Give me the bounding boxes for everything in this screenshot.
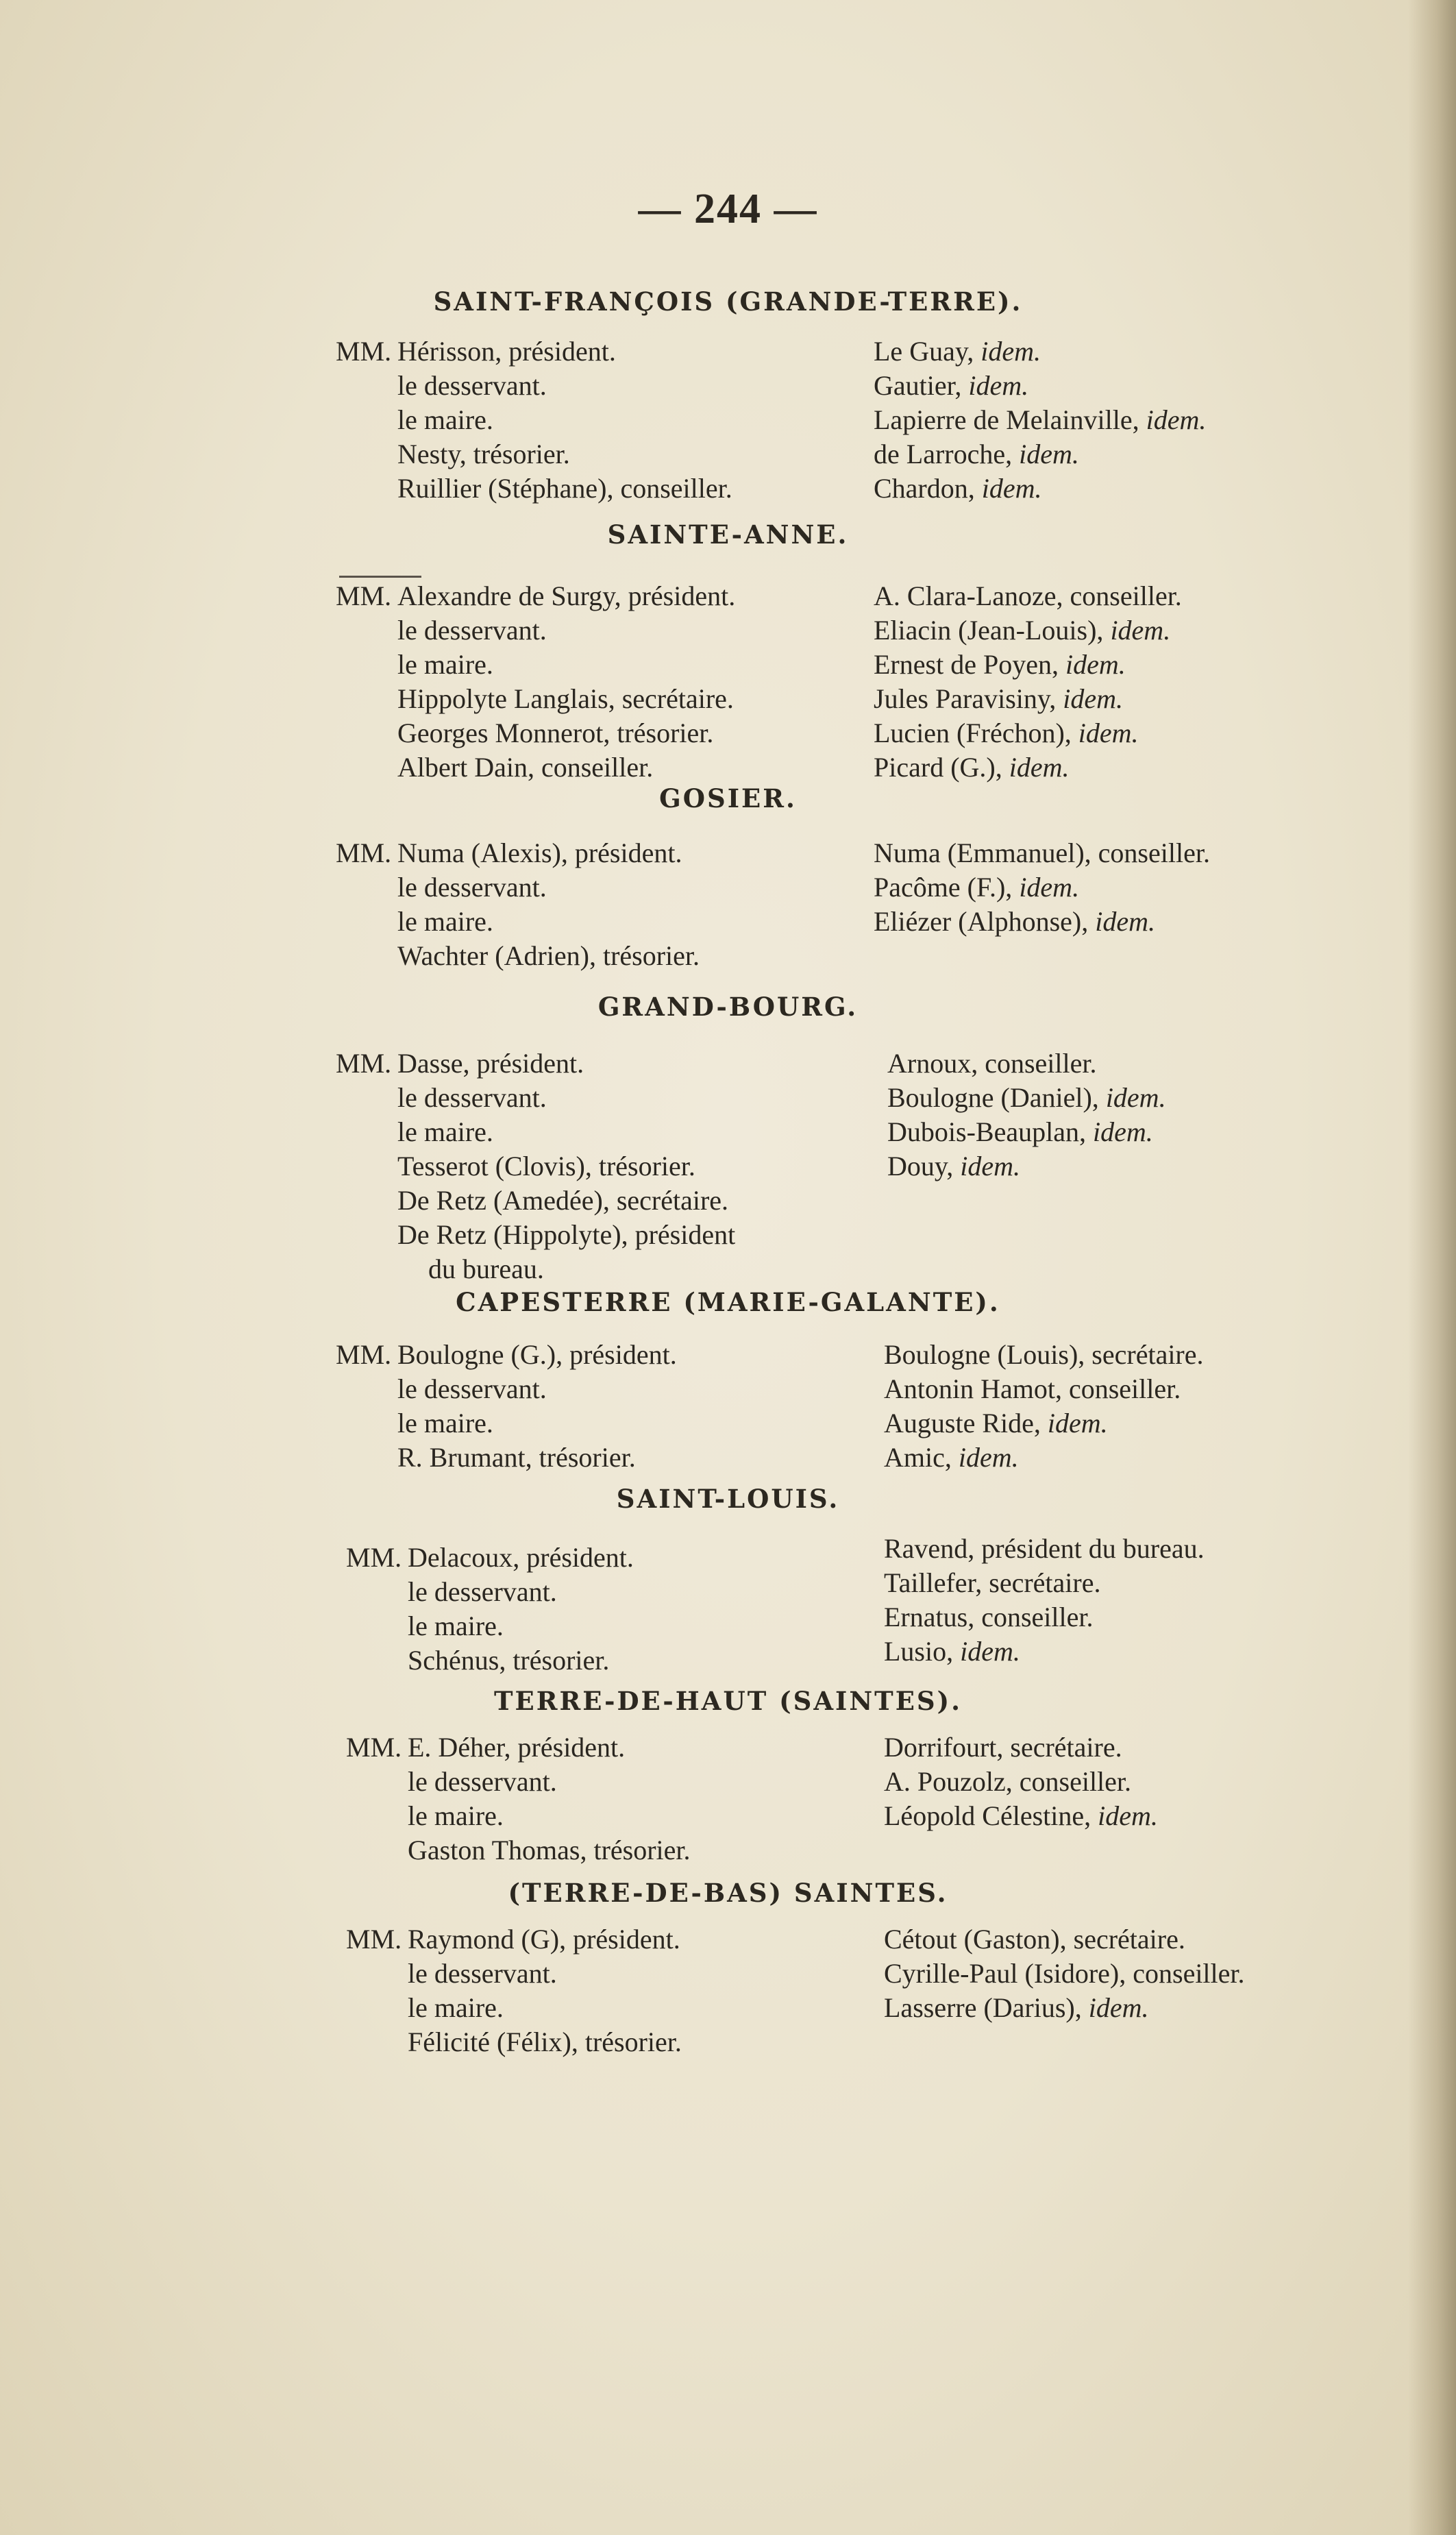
left-entry: le desservant. (397, 370, 547, 401)
left-entry: le desservant. (397, 1373, 547, 1404)
left-entry: Ruillier (Stéphane), conseiller. (397, 473, 732, 504)
right-entry: Pacôme (F.), idem. (874, 872, 1080, 903)
right-entry: A. Pouzolz, conseiller. (884, 1766, 1132, 1797)
left-entry: Hippolyte Langlais, secrétaire. (397, 683, 734, 714)
left-entry: Gaston Thomas, trésorier. (408, 1835, 691, 1865)
left-entry: Georges Monnerot, trésorier. (397, 718, 714, 748)
left-entry: le desservant. (408, 1576, 557, 1607)
right-entry: Chardon, idem. (874, 473, 1042, 504)
section-title-saint-francois: SAINT-FRANÇOIS (GRANDE-TERRE). (433, 286, 1023, 317)
right-entry: Boulogne (Louis), secrétaire. (884, 1339, 1204, 1370)
right-entry: Gautier, idem. (874, 370, 1029, 401)
right-entry: Boulogne (Daniel), idem. (887, 1082, 1166, 1113)
left-entry: Nesty, trésorier. (397, 439, 570, 469)
left-entry: le desservant. (408, 1766, 557, 1797)
right-entry: Lusio, idem. (884, 1636, 1020, 1667)
left-entry: MM. Hérisson, président. (336, 336, 616, 367)
right-entry: Amic, idem. (884, 1442, 1019, 1473)
left-entry: MM. Dasse, président. (336, 1048, 584, 1079)
right-entry: Lucien (Fréchon), idem. (874, 718, 1139, 748)
section-title-saint-louis: SAINT-LOUIS. (616, 1484, 840, 1514)
right-entry: A. Clara-Lanoze, conseiller. (874, 580, 1182, 611)
left-entry: Schénus, trésorier. (408, 1645, 610, 1676)
left-entry: De Retz (Amedée), secrétaire. (397, 1185, 729, 1216)
section-title-gosier: GOSIER. (659, 783, 797, 813)
right-entry: Eliézer (Alphonse), idem. (874, 906, 1155, 937)
right-entry: Picard (G.), idem. (874, 752, 1070, 783)
left-entry: MM. Raymond (G), président. (346, 1924, 680, 1955)
page-number: — 244 — (638, 186, 818, 232)
right-entry: Cyrille-Paul (Isidore), conseiller. (884, 1958, 1245, 1989)
right-entry: Auguste Ride, idem. (884, 1408, 1108, 1438)
left-entry: le maire. (408, 1992, 504, 2023)
right-entry: Douy, idem. (887, 1151, 1021, 1181)
left-entry: De Retz (Hippolyte), président (397, 1219, 736, 1250)
right-entry: Léopold Célestine, idem. (884, 1800, 1158, 1831)
left-entry: le desservant. (408, 1958, 557, 1989)
right-entry: Antonin Hamot, conseiller. (884, 1373, 1181, 1404)
left-entry: MM. Delacoux, président. (346, 1542, 634, 1573)
right-entry: Le Guay, idem. (874, 336, 1041, 367)
right-entry: Ernest de Poyen, idem. (874, 649, 1126, 680)
right-entry: Dorrifourt, secrétaire. (884, 1732, 1122, 1763)
right-entry: Arnoux, conseiller. (887, 1048, 1097, 1079)
right-entry: Cétout (Gaston), secrétaire. (884, 1924, 1185, 1955)
right-entry: Lapierre de Melainville, idem. (874, 404, 1207, 435)
left-entry: le maire. (397, 649, 493, 680)
right-entry: Ravend, président du bureau. (884, 1533, 1205, 1564)
left-entry: le maire. (397, 1408, 493, 1438)
left-entry: MM. E. Déher, président. (346, 1732, 626, 1763)
left-entry: MM. Alexandre de Surgy, président. (336, 580, 736, 611)
left-entry: le desservant. (397, 872, 547, 903)
left-entry: Albert Dain, conseiller. (397, 752, 654, 783)
left-entry: Tesserot (Clovis), trésorier. (397, 1151, 695, 1181)
section-title-terre-de-haut: TERRE-DE-HAUT (SAINTES). (493, 1686, 963, 1716)
left-entry: le maire. (408, 1800, 504, 1831)
right-entry: Lasserre (Darius), idem. (884, 1992, 1149, 2023)
left-entry: MM. Boulogne (G.), président. (336, 1339, 677, 1370)
section-title-sainte-anne: SAINTE-ANNE. (607, 519, 849, 550)
section-title-capesterre: CAPESTERRE (MARIE-GALANTE). (456, 1287, 1000, 1317)
left-entry: Wachter (Adrien), trésorier. (397, 940, 700, 971)
right-entry: Eliacin (Jean-Louis), idem. (874, 615, 1171, 646)
right-entry: de Larroche, idem. (874, 439, 1079, 469)
left-entry: le desservant. (397, 1082, 547, 1113)
right-entry: Taillefer, secrétaire. (884, 1567, 1101, 1598)
right-entry: Ernatus, conseiller. (884, 1602, 1094, 1632)
left-entry: Félicité (Félix), trésorier. (408, 2026, 682, 2057)
right-entry: Jules Paravisiny, idem. (874, 683, 1124, 714)
left-entry: le maire. (397, 1116, 493, 1147)
left-entry: du bureau. (428, 1253, 544, 1284)
left-entry: le desservant. (397, 615, 547, 646)
left-entry: R. Brumant, trésorier. (397, 1442, 636, 1473)
ink-mark (339, 576, 421, 578)
section-title-grand-bourg: GRAND-BOURG. (597, 992, 859, 1022)
section-title-terre-de-bas: (TERRE-DE-BAS) SAINTES. (508, 1878, 948, 1908)
right-entry: Numa (Emmanuel), conseiller. (874, 837, 1210, 868)
left-entry: le maire. (408, 1611, 504, 1641)
left-entry: MM. Numa (Alexis), président. (336, 837, 682, 868)
right-entry: Dubois-Beauplan, idem. (887, 1116, 1153, 1147)
left-entry: le maire. (397, 404, 493, 435)
left-entry: le maire. (397, 906, 493, 937)
page-edge-shadow (1408, 0, 1456, 2535)
